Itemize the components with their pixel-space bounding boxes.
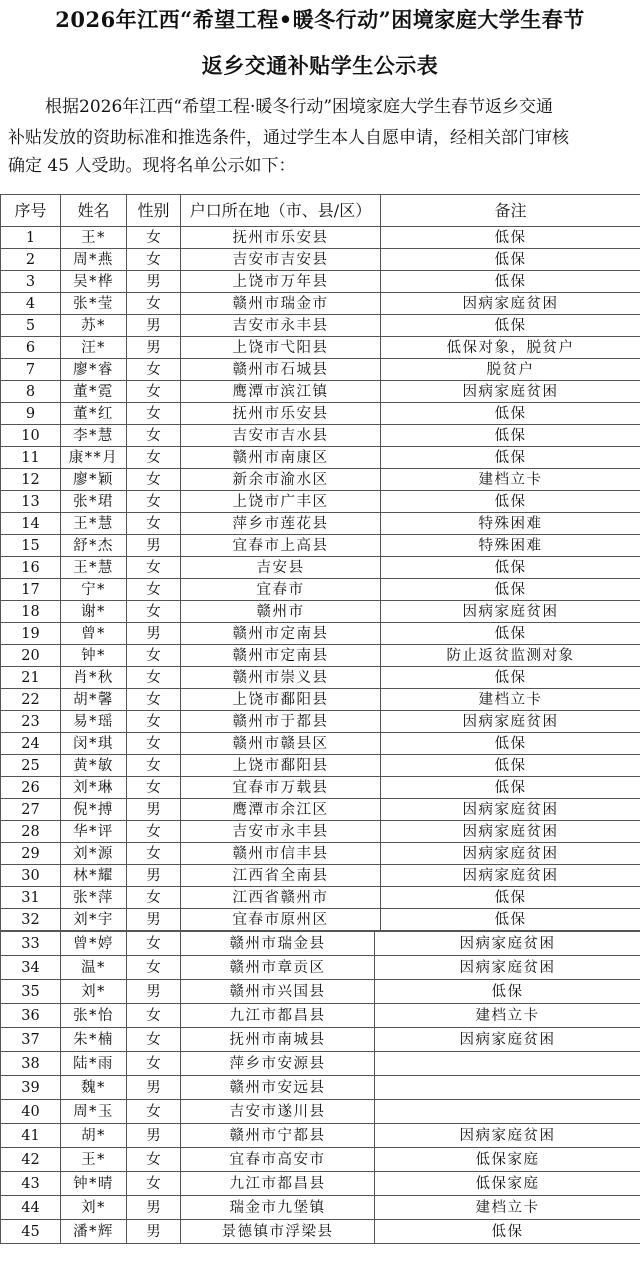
cell-name: 刘* [61,980,127,1004]
cell-address: 赣州市于都县 [181,711,381,733]
cell-note: 低保 [381,403,640,425]
table-row [1,1220,640,1244]
cell-no: 21 [1,667,61,689]
cell-gender: 女 [127,956,181,980]
cell-address: 九江市都昌县 [181,1004,375,1028]
table-body-continued [1,932,640,1244]
cell-address: 江西省赣州市 [181,887,381,909]
table-row [1,733,640,755]
cell-no: 26 [1,777,61,799]
cell-gender: 女 [127,821,181,843]
cell-address: 赣州市兴国县 [181,980,375,1004]
cell-address: 吉安市永丰县 [181,315,381,337]
cell-address: 抚州市乐安县 [181,403,381,425]
cell-note: 因病家庭贫困 [381,381,640,403]
cell-no: 19 [1,623,61,645]
table-row [1,425,640,447]
table-row [1,249,640,271]
cell-gender: 女 [127,579,181,601]
cell-gender: 女 [127,777,181,799]
cell-address: 吉安市遂川县 [181,1100,375,1124]
cell-note: 低保 [381,271,640,293]
cell-note: 低保 [381,249,640,271]
cell-no: 41 [1,1124,61,1148]
table-row [1,293,640,315]
table-row [1,403,640,425]
cell-name: 朱*楠 [61,1028,127,1052]
cell-note: 低保 [381,425,640,447]
cell-name: 董*霓 [61,381,127,403]
cell-address: 景德镇市浮梁县 [181,1220,375,1244]
cell-gender: 男 [127,535,181,557]
cell-note: 低保 [381,579,640,601]
cell-no: 32 [1,909,61,931]
table-row [1,956,640,980]
cell-note: 低保对象，脱贫户 [381,337,640,359]
table-row [1,1124,640,1148]
cell-gender: 女 [127,711,181,733]
table-row [1,909,640,931]
table-row [1,1100,640,1124]
cell-name: 舒*杰 [61,535,127,557]
table-row [1,557,640,579]
cell-gender: 男 [127,799,181,821]
cell-note: 因病家庭贫困 [381,799,640,821]
cell-address: 赣州市瑞金县 [181,932,375,956]
cell-gender: 女 [127,513,181,535]
intro-line2: 补贴发放的资助标准和推选条件，通过学生本人自愿申请，经相关部门审核 [8,128,569,148]
cell-note: 低保 [381,777,640,799]
cell-note: 防止返贫监测对象 [381,645,640,667]
cell-note: 因病家庭贫困 [375,956,640,980]
table-row [1,1052,640,1076]
cell-name: 周*燕 [61,249,127,271]
table-row [1,623,640,645]
cell-name: 张*莹 [61,293,127,315]
cell-name: 钟* [61,645,127,667]
cell-address: 赣州市 [181,601,381,623]
cell-name: 曾* [61,623,127,645]
cell-gender: 男 [127,1124,181,1148]
cell-no: 25 [1,755,61,777]
cell-note: 因病家庭贫困 [375,1028,640,1052]
cell-name: 陆*雨 [61,1052,127,1076]
cell-gender: 男 [127,623,181,645]
cell-address: 萍乡市莲花县 [181,513,381,535]
cell-note: 低保 [381,755,640,777]
cell-address: 抚州市乐安县 [181,227,381,249]
cell-note: 脱贫户 [381,359,640,381]
cell-name: 易*瑶 [61,711,127,733]
cell-gender: 女 [127,932,181,956]
cell-no: 3 [1,271,61,293]
cell-no: 10 [1,425,61,447]
table-row [1,491,640,513]
cell-no: 42 [1,1148,61,1172]
table-row [1,865,640,887]
cell-note: 因病家庭贫困 [381,601,640,623]
cell-name: 张*珺 [61,491,127,513]
cell-note: 因病家庭贫困 [375,1124,640,1148]
cell-no: 22 [1,689,61,711]
cell-no: 28 [1,821,61,843]
cell-no: 15 [1,535,61,557]
cell-gender: 男 [127,865,181,887]
cell-address: 赣州市赣县区 [181,733,381,755]
cell-address: 吉安市吉安县 [181,249,381,271]
cell-no: 9 [1,403,61,425]
cell-note [375,1052,640,1076]
cell-no: 20 [1,645,61,667]
cell-gender: 女 [127,1052,181,1076]
cell-address: 宜春市上高县 [181,535,381,557]
cell-no: 29 [1,843,61,865]
cell-gender: 女 [127,403,181,425]
cell-name: 潘*辉 [61,1220,127,1244]
cell-no: 8 [1,381,61,403]
cell-note: 低保 [381,909,640,931]
cell-no: 33 [1,932,61,956]
cell-address: 上饶市万年县 [181,271,381,293]
cell-gender: 女 [127,733,181,755]
cell-gender: 女 [127,1028,181,1052]
cell-address: 赣州市定南县 [181,623,381,645]
cell-gender: 男 [127,1196,181,1220]
cell-name: 王* [61,1148,127,1172]
cell-address: 赣州市章贡区 [181,956,375,980]
cell-gender: 女 [127,843,181,865]
cell-name: 汪* [61,337,127,359]
cell-no: 36 [1,1004,61,1028]
cell-gender: 女 [127,469,181,491]
header-address: 户口所在地（市、县/区） [181,195,381,227]
cell-name: 闵*琪 [61,733,127,755]
cell-no: 5 [1,315,61,337]
cell-gender: 女 [127,557,181,579]
table-row [1,799,640,821]
cell-note: 因病家庭贫困 [381,865,640,887]
table-row [1,535,640,557]
cell-no: 45 [1,1220,61,1244]
cell-no: 6 [1,337,61,359]
cell-address: 上饶市广丰区 [181,491,381,513]
table-row [1,337,640,359]
table-row [1,513,640,535]
table-row [1,932,640,956]
cell-gender: 女 [127,447,181,469]
cell-note: 低保 [381,887,640,909]
cell-note: 低保 [381,447,640,469]
table-row [1,980,640,1004]
cell-address: 赣州市瑞金市 [181,293,381,315]
cell-note: 特殊困难 [381,535,640,557]
cell-name: 张*萍 [61,887,127,909]
cell-name: 康**月 [61,447,127,469]
cell-name: 宁* [61,579,127,601]
cell-name: 廖*睿 [61,359,127,381]
table-row [1,1172,640,1196]
cell-no: 44 [1,1196,61,1220]
cell-no: 40 [1,1100,61,1124]
cell-name: 王* [61,227,127,249]
cell-no: 4 [1,293,61,315]
cell-address: 宜春市原州区 [181,909,381,931]
cell-no: 11 [1,447,61,469]
cell-gender: 女 [127,1148,181,1172]
cell-address: 抚州市南城县 [181,1028,375,1052]
cell-address: 萍乡市安源县 [181,1052,375,1076]
cell-address: 鹰潭市余江区 [181,799,381,821]
cell-gender: 男 [127,980,181,1004]
cell-name: 肖*秋 [61,667,127,689]
cell-name: 廖*颖 [61,469,127,491]
intro-line3: 确定 45 人受助。现将名单公示如下： [8,156,296,176]
cell-gender: 男 [127,271,181,293]
cell-name: 董*红 [61,403,127,425]
cell-name: 黄*敏 [61,755,127,777]
recipients-table-continued [0,931,640,1244]
cell-note: 低保 [381,667,640,689]
cell-name: 李*慧 [61,425,127,447]
recipients-table-area [0,194,640,1244]
cell-no: 23 [1,711,61,733]
cell-name: 王*慧 [61,513,127,535]
document-title-line2: 返乡交通补贴学生公示表 [201,53,439,78]
table-row [1,689,640,711]
cell-note: 因病家庭贫困 [381,821,640,843]
cell-name: 倪*搏 [61,799,127,821]
cell-name: 王*慧 [61,557,127,579]
cell-name: 曾*婷 [61,932,127,956]
cell-address: 赣州市石城县 [181,359,381,381]
cell-address: 赣州市南康区 [181,447,381,469]
table-row [1,1076,640,1100]
table-row [1,381,640,403]
cell-no: 2 [1,249,61,271]
cell-address: 吉安市吉水县 [181,425,381,447]
table-row [1,271,640,293]
cell-gender: 男 [127,1220,181,1244]
cell-note: 特殊困难 [381,513,640,535]
cell-no: 1 [1,227,61,249]
table-row [1,755,640,777]
cell-gender: 女 [127,293,181,315]
cell-no: 30 [1,865,61,887]
cell-address: 九江市都昌县 [181,1172,375,1196]
cell-gender: 女 [127,227,181,249]
cell-note: 低保家庭 [375,1148,640,1172]
cell-no: 35 [1,980,61,1004]
header-note: 备注 [381,195,640,227]
cell-address: 宜春市 [181,579,381,601]
cell-note: 低保 [381,557,640,579]
cell-name: 华*评 [61,821,127,843]
cell-no: 12 [1,469,61,491]
cell-gender: 女 [127,689,181,711]
cell-no: 7 [1,359,61,381]
table-body [1,227,640,931]
table-row [1,579,640,601]
cell-no: 31 [1,887,61,909]
cell-gender: 女 [127,425,181,447]
cell-address: 鹰潭市滨江镇 [181,381,381,403]
table-row [1,601,640,623]
cell-address: 吉安市永丰县 [181,821,381,843]
cell-gender: 女 [127,667,181,689]
cell-gender: 女 [127,249,181,271]
cell-gender: 女 [127,887,181,909]
cell-name: 刘*源 [61,843,127,865]
table-row [1,315,640,337]
cell-name: 刘*宇 [61,909,127,931]
cell-gender: 女 [127,1172,181,1196]
cell-note: 因病家庭贫困 [375,932,640,956]
cell-name: 胡* [61,1124,127,1148]
header-gender: 性别 [127,195,181,227]
cell-note: 低保 [375,1220,640,1244]
table-row [1,887,640,909]
cell-name: 魏* [61,1076,127,1100]
cell-note: 低保 [381,227,640,249]
table-row [1,843,640,865]
table-row [1,227,640,249]
cell-name: 苏* [61,315,127,337]
table-row [1,1196,640,1220]
cell-name: 张*怡 [61,1004,127,1028]
table-header-row [1,195,640,227]
cell-address: 赣州市信丰县 [181,843,381,865]
cell-gender: 女 [127,381,181,403]
cell-name: 吴*桦 [61,271,127,293]
cell-no: 37 [1,1028,61,1052]
cell-note: 低保 [375,980,640,1004]
cell-name: 刘*琳 [61,777,127,799]
cell-note: 建档立卡 [381,469,640,491]
cell-gender: 男 [127,909,181,931]
table-row [1,1148,640,1172]
recipients-table [0,194,640,931]
cell-address: 吉安县 [181,557,381,579]
cell-name: 林*耀 [61,865,127,887]
table-row [1,447,640,469]
cell-address: 赣州市定南县 [181,645,381,667]
cell-gender: 女 [127,1004,181,1028]
header-name: 姓名 [61,195,127,227]
cell-note: 低保 [381,733,640,755]
cell-note: 建档立卡 [375,1196,640,1220]
cell-name: 钟*晴 [61,1172,127,1196]
cell-address: 上饶市鄱阳县 [181,689,381,711]
table-row [1,821,640,843]
cell-note: 因病家庭贫困 [381,843,640,865]
cell-no: 24 [1,733,61,755]
cell-gender: 男 [127,1076,181,1100]
cell-address: 瑞金市九堡镇 [181,1196,375,1220]
cell-name: 刘* [61,1196,127,1220]
cell-no: 43 [1,1172,61,1196]
cell-gender: 女 [127,645,181,667]
cell-address: 上饶市鄱阳县 [181,755,381,777]
cell-gender: 女 [127,491,181,513]
cell-gender: 女 [127,755,181,777]
cell-no: 18 [1,601,61,623]
cell-note: 低保 [381,623,640,645]
cell-gender: 男 [127,337,181,359]
intro-line1: 根据2026年江西“希望工程·暖冬行动”困境家庭大学生春节返乡交通 [45,97,554,117]
cell-address: 赣州市安远县 [181,1076,375,1100]
cell-address: 赣州市宁都县 [181,1124,375,1148]
cell-note: 建档立卡 [381,689,640,711]
cell-note: 低保家庭 [375,1172,640,1196]
cell-gender: 女 [127,601,181,623]
table-row [1,711,640,733]
cell-address: 赣州市崇义县 [181,667,381,689]
cell-name: 谢* [61,601,127,623]
cell-address: 上饶市弋阳县 [181,337,381,359]
cell-address: 江西省全南县 [181,865,381,887]
cell-note: 低保 [381,491,640,513]
cell-note: 因病家庭贫困 [381,711,640,733]
document-title-line1: 2026年江西“希望工程•暖冬行动”困境家庭大学生春节 [55,7,585,32]
cell-note [375,1076,640,1100]
cell-address: 宜春市万载县 [181,777,381,799]
cell-no: 13 [1,491,61,513]
cell-gender: 男 [127,315,181,337]
table-row [1,1028,640,1052]
cell-no: 39 [1,1076,61,1100]
table-row [1,1004,640,1028]
cell-no: 17 [1,579,61,601]
cell-no: 38 [1,1052,61,1076]
cell-no: 34 [1,956,61,980]
cell-no: 16 [1,557,61,579]
cell-note: 建档立卡 [375,1004,640,1028]
cell-gender: 女 [127,1100,181,1124]
cell-name: 温* [61,956,127,980]
cell-gender: 女 [127,359,181,381]
table-row [1,777,640,799]
cell-note [375,1100,640,1124]
table-row [1,359,640,381]
table-row [1,469,640,491]
header-no: 序号 [1,195,61,227]
cell-name: 周*玉 [61,1100,127,1124]
cell-address: 新余市渝水区 [181,469,381,491]
table-row [1,645,640,667]
table-row [1,667,640,689]
cell-address: 宜春市高安市 [181,1148,375,1172]
cell-name: 胡*馨 [61,689,127,711]
cell-no: 14 [1,513,61,535]
cell-note: 低保 [381,315,640,337]
cell-no: 27 [1,799,61,821]
cell-note: 因病家庭贫困 [381,293,640,315]
